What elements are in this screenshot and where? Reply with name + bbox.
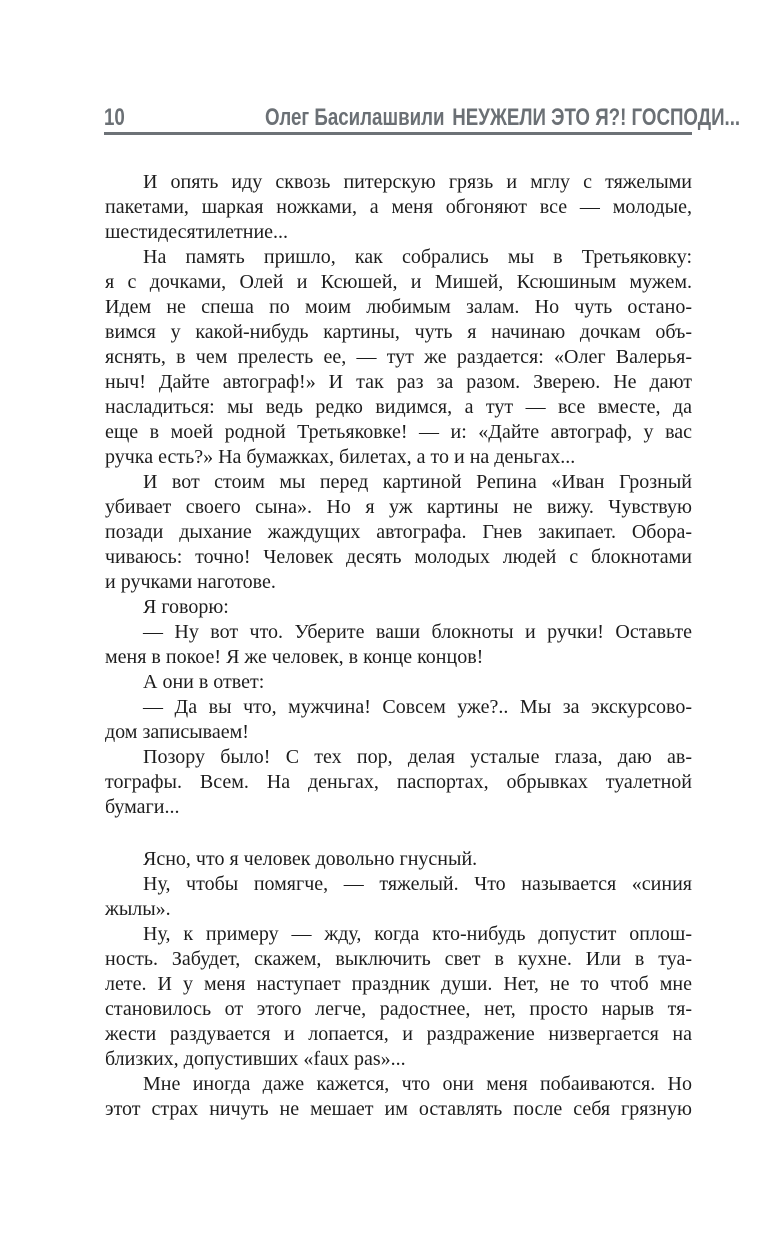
text-line: меня в покое! Я же человек, в конце концов! (105, 646, 484, 668)
text-line: Позору было! С тех пор, делая усталые глаза, даю ав- (143, 746, 692, 768)
text-line: позади дыхание жаждущих автографа. Гнев закипает. Обора- (105, 521, 692, 543)
paragraph (105, 670, 692, 695)
text-line: этот страх ничуть не мешает им оставлять после себя грязную (105, 1098, 692, 1120)
text-line: жылы». (105, 898, 171, 920)
text-line: Идем не спеша по моим любимым залам. Но чуть остано- (105, 296, 692, 318)
running-header-text (265, 106, 740, 130)
text-line: и ручками наготове. (105, 571, 276, 593)
paragraph (105, 745, 692, 820)
paragraph (105, 170, 692, 245)
text-line: дом записываем! (105, 721, 249, 743)
text-line: насладиться: мы ведь редко видимся, а тут — все вместе, да (105, 396, 692, 418)
text-line: вимся у какой-нибудь картины, чуть я начинаю дочкам объ- (105, 321, 692, 343)
page-body (105, 170, 692, 1122)
text-line: бумаги... (105, 796, 180, 818)
text-line: убивает своего сына». Но я уж картины не вижу. Чувствую (105, 496, 692, 518)
paragraph (105, 245, 692, 470)
text-line: тографы. Всем. На деньгах, паспортах, обрывках туалетной (105, 771, 692, 793)
paragraph (105, 470, 692, 595)
text-line: И вот стоим мы перед картиной Репина «Иван Грозный (143, 471, 692, 493)
text-line: Мне иногда даже кажется, что они меня побаиваются. Но (143, 1073, 692, 1095)
paragraph (105, 1072, 692, 1122)
text-line: Я говорю: (143, 596, 229, 618)
text-line: — Да вы что, мужчина! Совсем уже?.. Мы за экскурсово- (143, 696, 692, 718)
text-line: становилось от этого легче, радостнее, нет, просто нарыв тя- (105, 998, 692, 1020)
paragraph (105, 872, 692, 922)
paragraph (105, 695, 692, 745)
running-header (104, 100, 740, 135)
text-line: ность. Забудет, скажем, выключить свет в кухне. Или в туа- (105, 948, 692, 970)
book-title: НЕУЖЕЛИ ЭТО Я?! ГОСПОДИ... (451, 104, 740, 131)
text-line: И опять иду сквозь питерскую грязь и мглу с тяжелыми (143, 171, 692, 193)
text-line: ручка есть?» На бумажках, билетах, а то и на деньгах... (105, 446, 576, 468)
paragraph (105, 595, 692, 620)
text-line: — Ну вот что. Уберите ваши блокноты и ручки! Оставьте (143, 621, 692, 643)
text-line: лете. И у меня наступает праздник души. Нет, не то чтоб мне (105, 973, 692, 995)
text-line: Ну, к примеру — жду, когда кто-нибудь допустит оплош- (143, 923, 692, 945)
text-line: Ну, чтобы помягче, — тяжелый. Что называется «синия (143, 873, 692, 895)
text-line: Ясно, что я человек довольно гнусный. (143, 848, 478, 870)
text-line: близких, допустивших «faux pas»... (105, 1048, 406, 1070)
text-line: жести раздувается и лопается, и раздражение низвергается на (105, 1023, 692, 1045)
text-line: шестидесятилетние... (105, 221, 289, 243)
author-name: Олег Басилашвили (264, 104, 445, 131)
text-line: чиваюсь: точно! Человек десять молодых людей с блокнотами (105, 546, 692, 568)
paragraph (105, 922, 692, 1072)
text-line: ныч! Дайте автограф!» И так раз за разом. Зверею. Не дают (105, 371, 692, 393)
paragraph (105, 620, 692, 670)
text-line: На память пришло, как собрались мы в Третьяковку: (143, 246, 692, 268)
text-line: еще в моей родной Третьяковке! — и: «Дайте автограф, у вас (105, 421, 692, 443)
text-line: пакетами, шаркая ножками, а меня обгоняют все — молодые, (105, 196, 692, 218)
text-line: А они в ответ: (143, 671, 265, 693)
text-line: яснять, в чем прелесть ее, — тут же раздается: «Олег Валерья- (105, 346, 692, 368)
page-number: 10 (104, 104, 125, 131)
text-line: я с дочками, Олей и Ксюшей, и Мишей, Ксюшиным мужем. (105, 271, 692, 293)
paragraph (105, 847, 692, 872)
